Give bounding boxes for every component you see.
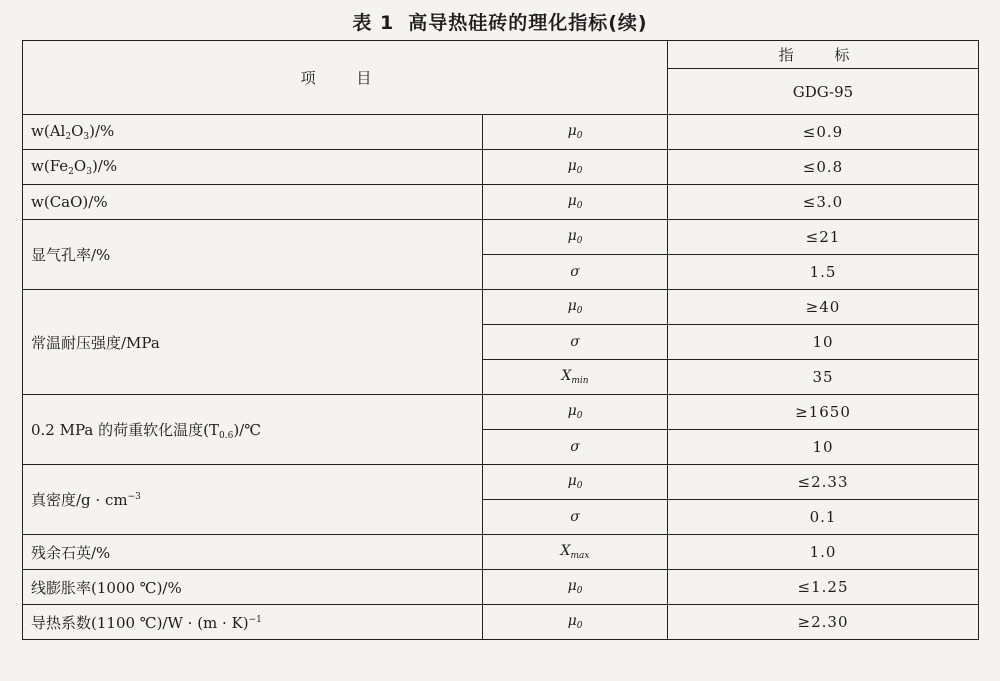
value-cell: ≤2.33 <box>668 465 979 500</box>
table-row <box>23 115 979 150</box>
value-cell: ≤21 <box>668 220 979 255</box>
value-cell: ≤0.9 <box>668 115 979 150</box>
header-index: 指 标 <box>668 41 979 69</box>
value-cell: ≤1.25 <box>668 570 979 605</box>
symbol-cell: $\mu_0$ <box>483 150 668 185</box>
symbol-cell: $\mu_0$ <box>483 115 668 150</box>
symbol-cell: $\mu_0$ <box>483 185 668 220</box>
item-cell: 线膨胀率(1000 ℃)/% <box>23 570 483 605</box>
value-cell: 1.0 <box>668 535 979 570</box>
table-number: 表 1 <box>352 12 395 34</box>
spec-table <box>22 40 979 640</box>
symbol-cell: $\mu_0$ <box>483 465 668 500</box>
item-cell: 常温耐压强度/MPa <box>23 290 483 395</box>
symbol-cell: σ <box>483 255 668 290</box>
symbol-cell: $X_{min}$ <box>483 360 668 395</box>
table-row <box>23 150 979 185</box>
header-item: 项 目 <box>23 41 668 115</box>
value-cell: ≤3.0 <box>668 185 979 220</box>
table-title <box>0 8 1000 35</box>
item-cell: 0.2 MPa 的荷重软化温度$(T_{0.6})/℃$ <box>23 395 483 465</box>
item-cell: 真密度$/g \cdot cm^{-3}$ <box>23 465 483 535</box>
table-row <box>23 290 979 325</box>
value-cell: ≥2.30 <box>668 605 979 640</box>
table-row <box>23 605 979 640</box>
value-cell: 10 <box>668 325 979 360</box>
symbol-cell: $\mu_0$ <box>483 605 668 640</box>
table-row <box>23 570 979 605</box>
table-row <box>23 185 979 220</box>
symbol-cell: $X_{max}$ <box>483 535 668 570</box>
symbol-cell: σ <box>483 325 668 360</box>
symbol-cell: σ <box>483 430 668 465</box>
value-cell: ≤0.8 <box>668 150 979 185</box>
table-row <box>23 535 979 570</box>
symbol-cell: $\mu_0$ <box>483 290 668 325</box>
table-row <box>23 220 979 255</box>
item-cell: 导热系数(1100 ℃)/W · $(m \cdot K)^{-1}$ <box>23 605 483 640</box>
symbol-cell: σ <box>483 500 668 535</box>
table-caption: 高导热硅砖的理化指标(续) <box>408 12 648 34</box>
symbol-cell: $\mu_0$ <box>483 570 668 605</box>
value-cell: 1.5 <box>668 255 979 290</box>
table-row <box>23 395 979 430</box>
table-row <box>23 465 979 500</box>
item-cell: $w(Al_2O_3)/\%$ <box>23 115 483 150</box>
item-cell: $w(Fe_2O_3)/\%$ <box>23 150 483 185</box>
symbol-cell: $\mu_0$ <box>483 220 668 255</box>
value-cell: 35 <box>668 360 979 395</box>
header-grade: GDG-95 <box>668 69 979 115</box>
header-row <box>23 41 979 69</box>
item-cell: w(CaO)/% <box>23 185 483 220</box>
item-cell: 残余石英/% <box>23 535 483 570</box>
value-cell: ≥1650 <box>668 395 979 430</box>
value-cell: ≥40 <box>668 290 979 325</box>
symbol-cell: $\mu_0$ <box>483 395 668 430</box>
item-cell: 显气孔率/% <box>23 220 483 290</box>
value-cell: 0.1 <box>668 500 979 535</box>
value-cell: 10 <box>668 430 979 465</box>
